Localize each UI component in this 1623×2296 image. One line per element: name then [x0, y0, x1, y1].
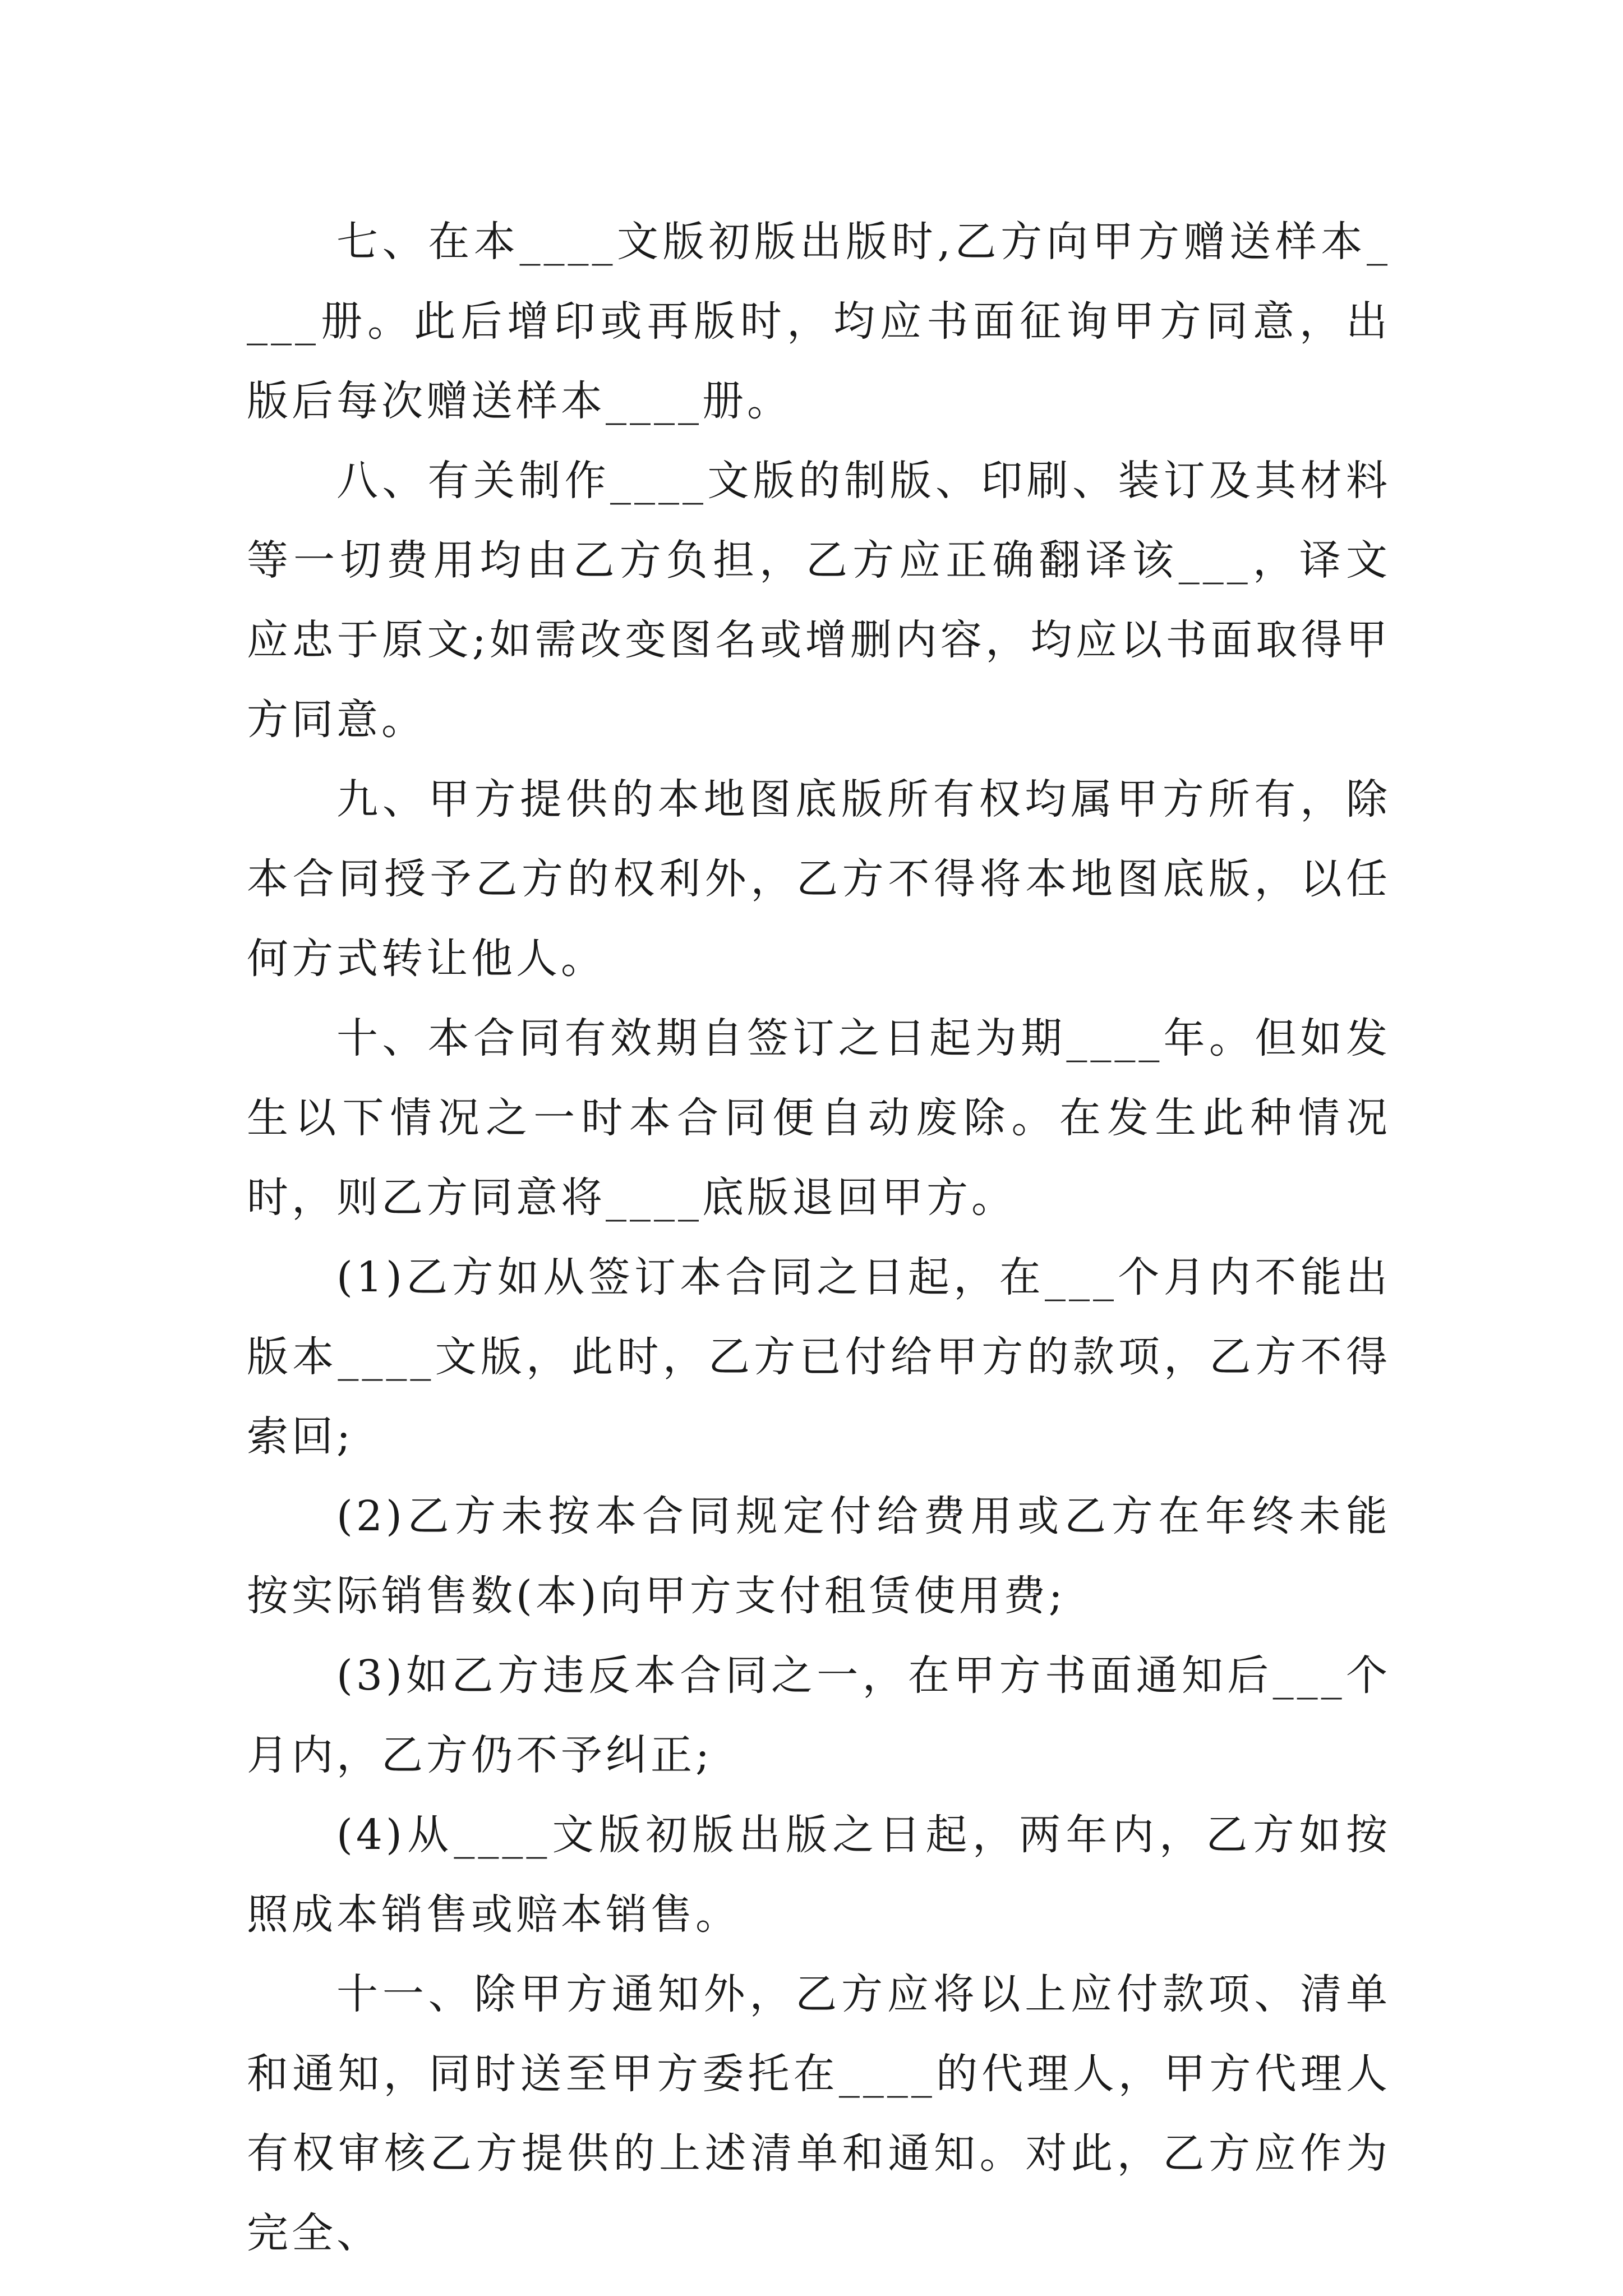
clause-10-item-4: (4)从____文版初版出版之日起，两年内，乙方如按照成本销售或赔本销售。: [247, 1811, 1391, 1939]
clause-10: 十、本合同有效期自签订之日起为期____年。但如发生以下情况之一时本合同便自动废除。在发生此种情况时，则乙方同意将____底版退回甲方。: [247, 1014, 1391, 1222]
clause-10-item-2: (2)乙方未按本合同规定付给费用或乙方在年终未能按实际销售数(本)向甲方支付租赁使用费;: [247, 1492, 1391, 1620]
clause-9: 九、甲方提供的本地图底版所有权均属甲方所有，除本合同授予乙方的权利外，乙方不得将本地图底版，以任何方式转让他人。: [247, 775, 1391, 983]
contract-body: [247, 202, 1391, 2273]
clause-8: 八、有关制作____文版的制版、印刷、装订及其材料等一切费用均由乙方负担，乙方应正确翻译该___，译文应忠于原文;如需改变图名或增删内容，均应以书面取得甲方同意。: [247, 457, 1391, 744]
clause-10-item-1: (1)乙方如从签订本合同之日起，在___个月内不能出版本____文版，此时，乙方已付给甲方的款项，乙方不得索回;: [247, 1253, 1391, 1461]
clause-10-item-3: (3)如乙方违反本合同之一，在甲方书面通知后___个月内，乙方仍不予纠正;: [247, 1651, 1391, 1779]
clause-11: 十一、除甲方通知外，乙方应将以上应付款项、清单和通知，同时送至甲方委托在____的代理人，甲方代理人有权审核乙方提供的上述清单和通知。对此，乙方应作为完全、: [247, 1970, 1391, 2257]
clause-7: 七、在本____文版初版出版时,乙方向甲方赠送样本____册。此后增印或再版时，均应书面征询甲方同意，出版后每次赠送样本____册。: [247, 218, 1391, 425]
